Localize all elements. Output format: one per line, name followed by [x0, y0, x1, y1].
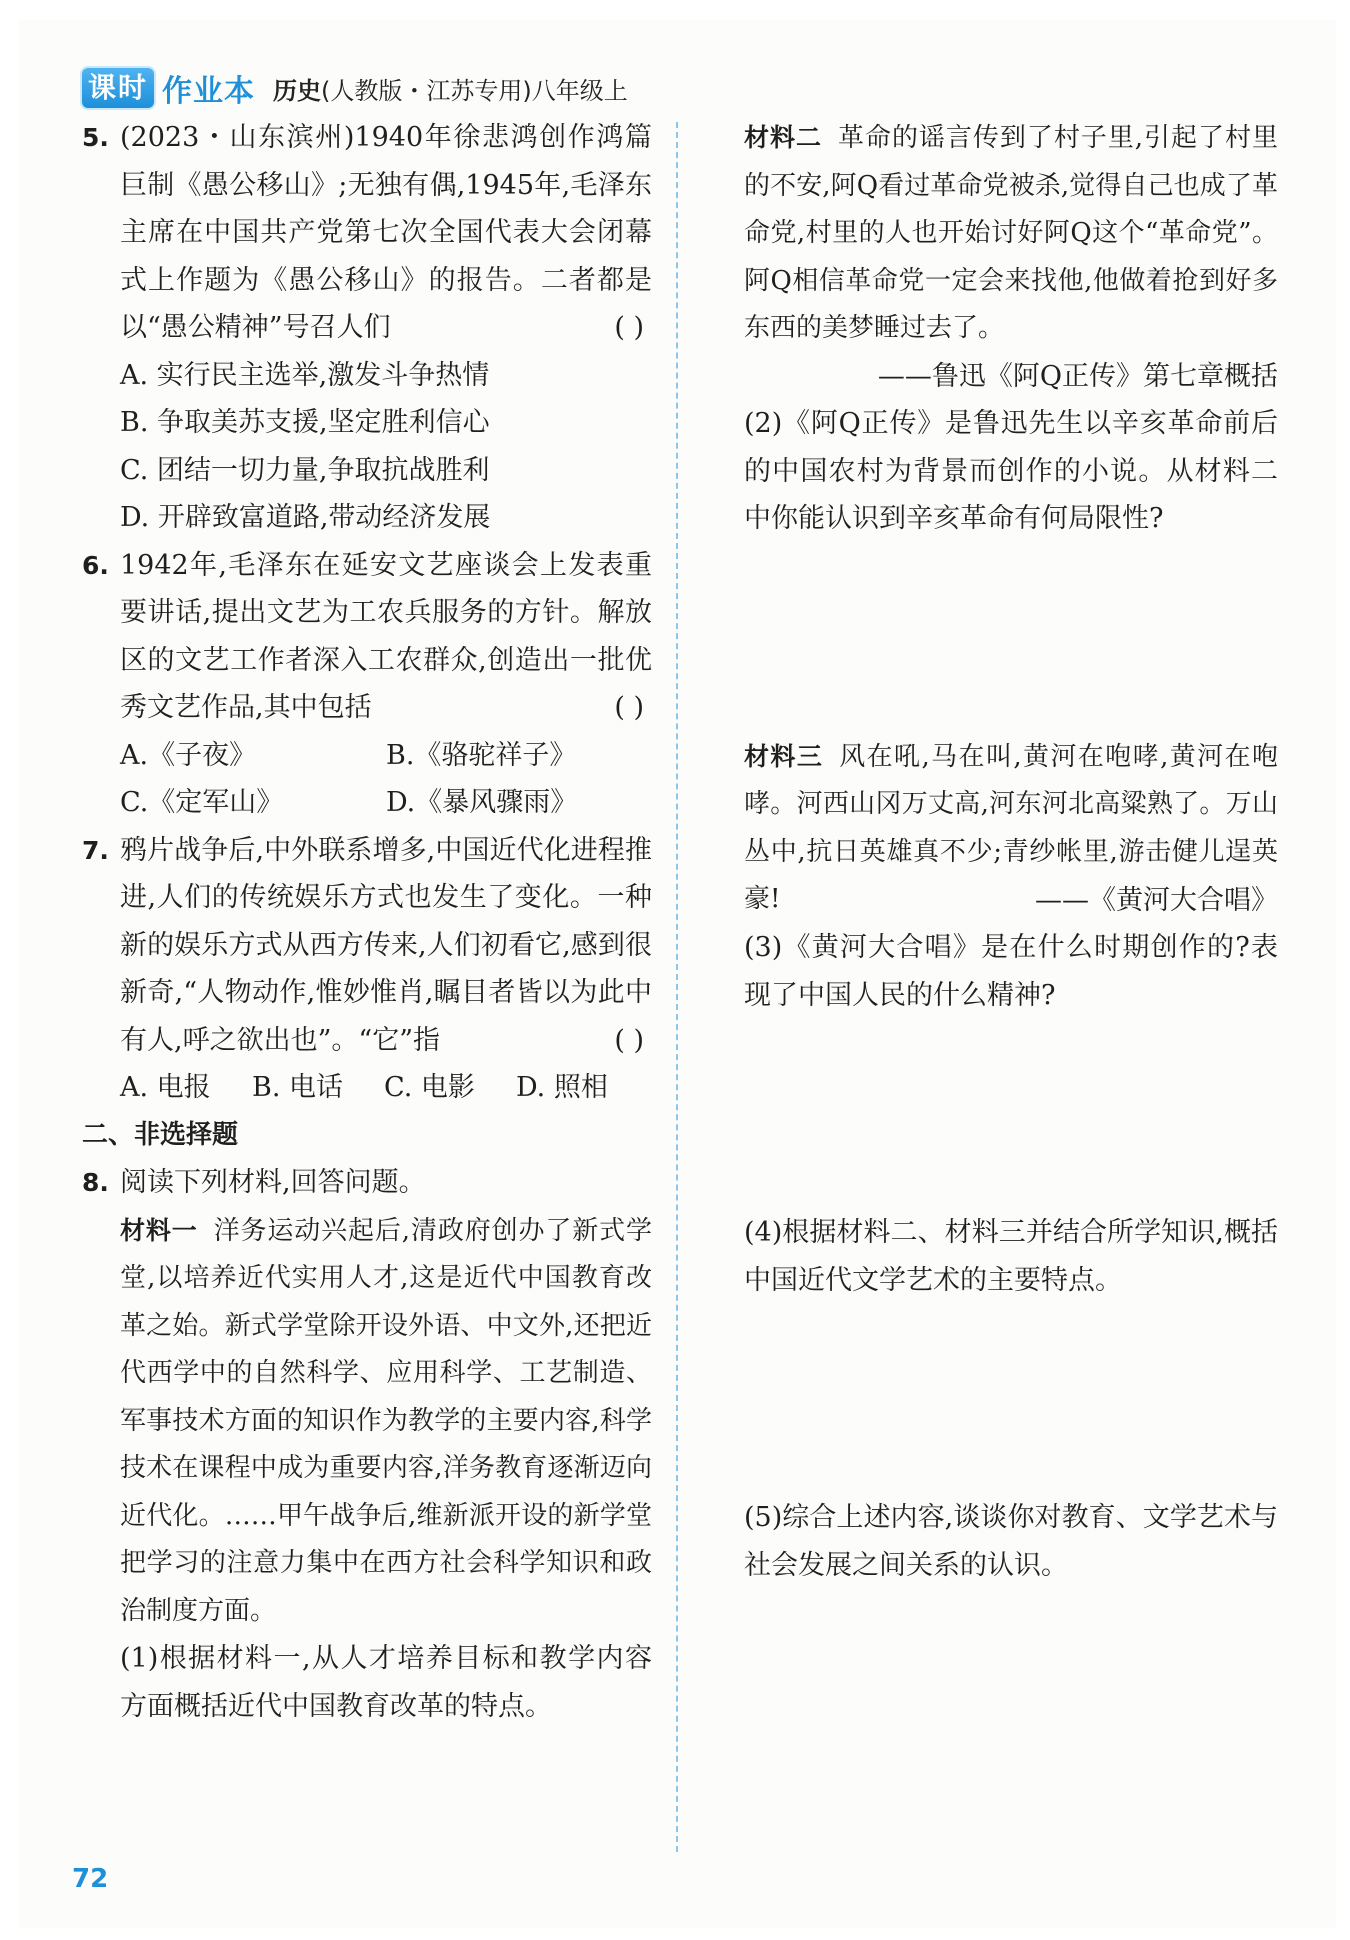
answer-paren: ( )	[614, 1024, 644, 1056]
material-1	[82, 1207, 652, 1636]
option-c: C. 电影	[384, 1072, 475, 1103]
column-divider	[676, 122, 678, 1852]
question-stem: 鸦片战争后,中外联系增多,中国近代化进程推进,人们的传统娱乐方式也发生了变化。一种新的娱乐方式从西方传来,人们初看它,感到很新奇,“人物动作,惟妙惟肖,瞩目者皆以为此中有人,呼之欲出也”。“它”指	[120, 834, 652, 1056]
sub-question-5: (5)综合上述内容,谈谈你对教育、文学艺术与社会发展之间关系的认识。	[744, 1502, 1278, 1581]
question-5	[82, 114, 652, 352]
sub-question-3: (3)《黄河大合唱》是在什么时期创作的?表现了中国人民的什么精神?	[744, 932, 1278, 1011]
option-d: D. 开辟致富道路,带动经济发展	[120, 502, 491, 533]
answer-space	[744, 1019, 1278, 1209]
question-6	[82, 542, 652, 732]
brand-name: 作业本	[162, 74, 256, 109]
brand-logo: 课时	[82, 68, 154, 108]
question-stem: 阅读下列材料,回答问题。	[120, 1167, 426, 1198]
section-heading: 二、非选择题	[82, 1119, 239, 1150]
option-a: A. 实行民主选举,激发斗争热情	[120, 359, 490, 391]
option-b: B. 电话	[252, 1072, 344, 1103]
option-c: C.《定军山》	[120, 787, 284, 818]
left-column	[82, 114, 652, 1730]
question-number: 5.	[82, 123, 109, 152]
material-2	[744, 114, 1278, 353]
options-row	[82, 1064, 652, 1112]
material-source: ——《黄河大合唱》	[1035, 884, 1278, 916]
question-8	[82, 1159, 652, 1207]
question-number: 7.	[82, 835, 109, 865]
question-stem: (2023・山东滨州)1940年徐悲鸿创作鸿篇巨制《愚公移山》;无独有偶,1945年,毛泽东主席在中国共产党第七次全国代表大会闭幕式上作题为《愚公移山》的报告。二者都是以“愚公精神”号召人们	[120, 122, 652, 343]
subject-title: 历史(人教版・江苏专用)八年级上	[273, 76, 628, 105]
material-text: 洋务运动兴起后,清政府创办了新式学堂,以培养近代实用人才,这是近代中国教育改革之始。新式学堂除开设外语、中文外,还把近代西学中的自然科学、应用科学、工艺制造、军事技术方面的知识作为教学的主要内容,科学技术在课程中成为重要内容,洋务教育逐渐迈向近代化。……甲午战争后,维新派开设的新学堂把学习的注意力集中在西方社会科学知识和政治制度方面。	[120, 1215, 652, 1626]
option-a: A. 电报	[120, 1072, 211, 1103]
page-header	[82, 66, 628, 110]
question-number: 6.	[82, 550, 109, 580]
sub-question-2: (2)《阿Q正传》是鲁迅先生以辛亥革命前后的中国农村为背景而创作的小说。从材料二中你能认识到辛亥革命有何局限性?	[744, 408, 1278, 534]
option-d: D. 照相	[516, 1072, 608, 1103]
material-label: 材料二	[744, 123, 822, 152]
option-b: B. 争取美苏支援,坚定胜利信心	[120, 407, 490, 438]
answer-paren: ( )	[614, 692, 644, 723]
option-a: A.《子夜》	[120, 739, 257, 771]
material-label: 材料一	[120, 1215, 198, 1245]
answer-paren: ( )	[614, 312, 644, 343]
right-column	[744, 114, 1278, 1589]
question-7	[82, 827, 652, 1065]
sub-question-4: (4)根据材料二、材料三并结合所学知识,概括中国近代文学艺术的主要特点。	[744, 1217, 1278, 1296]
option-c: C. 团结一切力量,争取抗战胜利	[120, 454, 490, 486]
answer-space	[744, 1304, 1278, 1494]
question-stem: 1942年,毛泽东在延安文艺座谈会上发表重要讲话,提出文艺为工农兵服务的方针。解放区的文艺工作者深入工农群众,创造出一批优秀文艺作品,其中包括	[120, 549, 652, 723]
options-row	[82, 779, 652, 827]
option-d: D.《暴风骤雨》	[386, 787, 578, 818]
options-row	[82, 732, 652, 780]
page-number: 72	[72, 1864, 109, 1894]
material-text: 革命的谣言传到了村子里,引起了村里的不安,阿Q看过革命党被杀,觉得自己也成了革命党,村里的人也开始讨好阿Q这个“革命党”。阿Q相信革命党一定会来找他,他做着抢到好多东西的美梦睡过去了。	[744, 123, 1278, 343]
sub-question-1: (1)根据材料一,从人才培养目标和教学内容方面概括近代中国教育改革的特点。	[120, 1643, 652, 1722]
material-text: 风在吼,马在叫,黄河在咆哮,黄河在咆哮。河西山冈万丈高,河东河北高粱熟了。万山丛中,抗日英雄真不少;青纱帐里,游击健儿逞英豪!	[744, 741, 1278, 914]
material-label: 材料三	[744, 741, 824, 771]
answer-space	[744, 543, 1278, 733]
question-number: 8.	[82, 1168, 109, 1197]
option-b: B.《骆驼祥子》	[386, 739, 577, 771]
material-source: ——鲁迅《阿Q正传》第七章概括	[877, 360, 1278, 392]
